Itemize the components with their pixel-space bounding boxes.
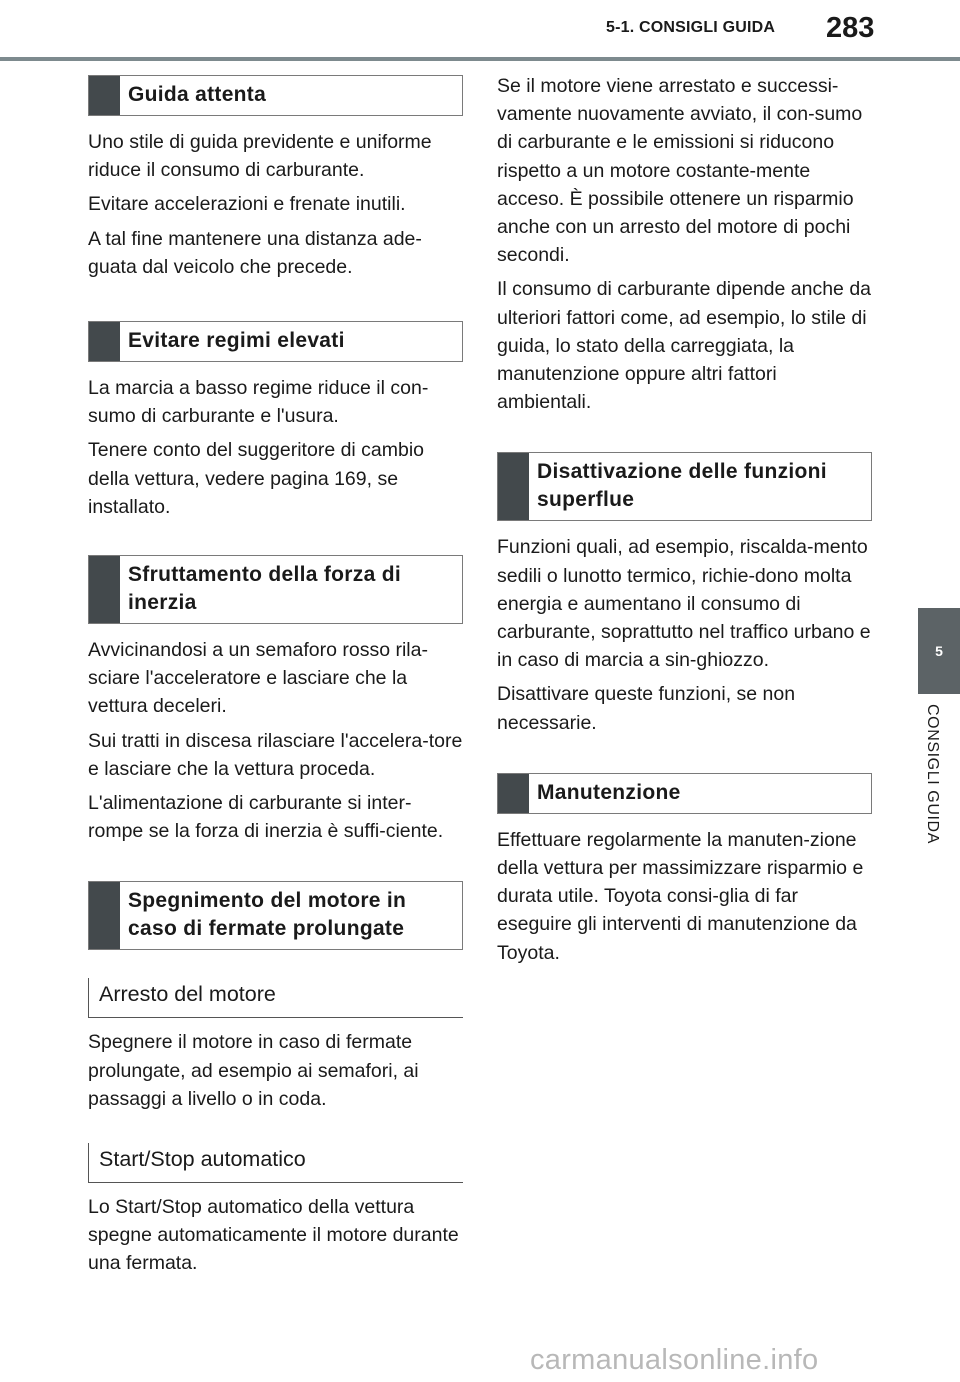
paragraph: L'alimentazione di carburante si inter-rompe se la forza di inerzia è suffi-ciente. [88, 792, 444, 843]
chapter-label: CONSIGLI GUIDA [924, 704, 941, 844]
paragraph: Se il motore viene arrestato e successi-vamente nuovamente avviato, il con-sumo di carburante e le emissioni si riducono rispetto a un motore costante-mente acceso. È possibile ottenere un risparmio anche con un arresto del motore di pochi secondi. [497, 75, 863, 267]
paragraph: Avvicinandosi a un semaforo rosso rila-sciare l'acceleratore e lasciare che la vettura deceleri. [88, 639, 428, 718]
section-title: 5-1. CONSIGLI GUIDA [606, 19, 776, 36]
paragraph: Funzioni quali, ad esempio, riscalda-mento sedili o lunotto termico, richie-dono molta energia e aumentano il consumo di carburante, soprattutto nel traffico urbano e in caso di marcia a sin-ghiozzo. [497, 536, 871, 672]
chapter-tab [918, 608, 960, 694]
heading-spegnimento-motore [88, 881, 463, 950]
header-divider [0, 57, 960, 61]
watermark: carmanualsonline.info [530, 1344, 819, 1376]
heading-bar [89, 556, 120, 623]
heading-guida-attenta [88, 75, 463, 116]
heading-text: Guida attenta [128, 83, 267, 106]
heading-bar [89, 882, 120, 949]
heading-forza-inerzia [88, 555, 463, 624]
heading-text: Disattivazione delle funzioni superflue [537, 460, 827, 512]
heading-bar [89, 76, 120, 115]
subheading-arresto-motore: Arresto del motore [88, 978, 463, 1018]
paragraph: Uno stile di guida previdente e uniforme riduce il consumo di carburante. [88, 131, 432, 182]
paragraph: Spegnere il motore in caso di fermate prolungate, ad esempio ai semafori, ai passaggi a livello o in coda. [88, 1031, 419, 1110]
heading-manutenzione [497, 773, 872, 814]
heading-text: Manutenzione [537, 780, 681, 804]
paragraph: Effettuare regolarmente la manuten-zione della vettura per massimizzare risparmio e durata utile. Toyota consi-glia di far eseguire gli interventi di manutenzione da Toyota. [497, 828, 864, 964]
heading-text: Spegnimento del motore in caso di fermate prolungate [128, 889, 407, 941]
heading-disattivazione-funzioni [497, 452, 872, 521]
heading-evitare-regimi [88, 321, 463, 362]
paragraph: Disattivare queste funzioni, se non necessarie. [497, 683, 796, 734]
paragraph: Sui tratti in discesa rilasciare l'accelera-tore e lasciare che la vettura proceda. [88, 729, 463, 780]
paragraph: Evitare accelerazioni e frenate inutili. [88, 193, 406, 216]
paragraph: Il consumo di carburante dipende anche da ulteriori fattori come, ad esempio, lo stile di guida, lo stato della carreggiata, la manutenzione oppure altri fattori ambientali. [497, 278, 872, 414]
paragraph: Lo Start/Stop automatico della vettura spegne automaticamente il motore durante una fermata. [88, 1196, 459, 1275]
chapter-number: 5 [935, 643, 943, 659]
paragraph: A tal fine mantenere una distanza ade-guata dal veicolo che precede. [88, 227, 422, 278]
page-number: 283 [826, 12, 875, 44]
paragraph: La marcia a basso regime riduce il con-sumo di carburante e l'usura. [88, 377, 429, 428]
subheading-start-stop: Start/Stop automatico [88, 1143, 463, 1183]
heading-text: Sfruttamento della forza di inerzia [128, 563, 401, 615]
heading-bar [89, 322, 120, 361]
heading-text: Evitare regimi elevati [128, 329, 345, 353]
heading-bar [498, 453, 529, 520]
heading-bar [498, 774, 529, 813]
right-column [497, 72, 872, 967]
left-column [88, 75, 463, 1278]
paragraph: Tenere conto del suggeritore di cambio della vettura, vedere pagina 169, se installato. [88, 439, 425, 518]
